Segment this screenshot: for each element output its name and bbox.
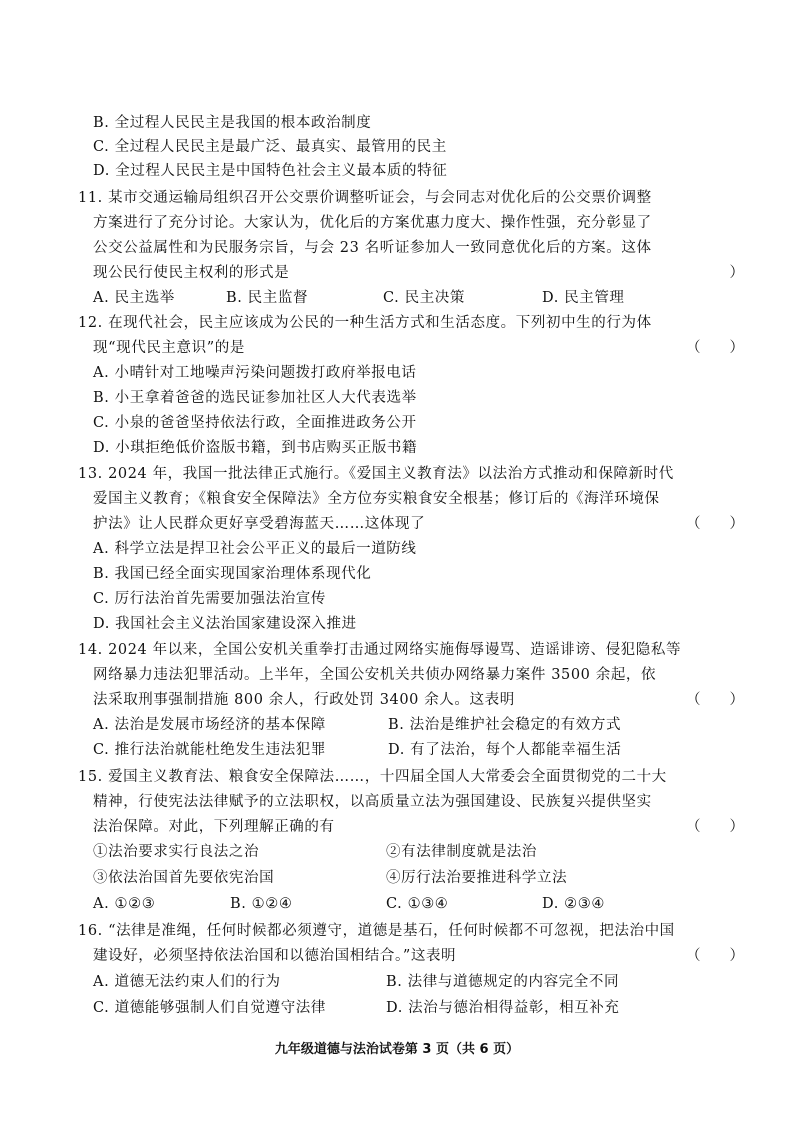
q13-stem-line-2: 爱国主义教育；《粮食安全保障法》全方位夯实粮食安全根基；修订后的《海洋环境保 [93,491,660,507]
q12-stem-line-2 [93,336,744,360]
q12-stem-line-1: 12. 在现代社会，民主应该成为公民的一种生活方式和生活态度。下列初中生的行为体 [78,315,652,331]
q16-options-row-1 [93,970,744,994]
q11-stem-line-3: 公交公益属性和为民服务宗旨，与会 23 名听证参加人一致同意优化后的方案。这体 [93,240,652,256]
q14-option-c: C. 推行法治就能杜绝发生违法犯罪 [93,742,326,758]
q15-stem-line-3 [93,815,744,839]
page-footer: 九年级道德与法治试卷第 3 页（共 6 页） [274,1042,520,1057]
q15-item-2: ②有法律制度就是法治 [386,844,537,860]
q16-option-b: B. 法律与道德规定的内容完全不同 [386,974,620,990]
q12-stem-text: 现“现代民主意识”的是 [93,340,245,356]
q15-item-4: ④厉行法治要推进科学立法 [386,870,568,886]
q16-stem-line-2 [93,944,744,968]
q16-stem-line-1: 16. “法律是准绳，任何时候都必须遵守，道德是基石，任何时候都不可忽视，把法治中国 [78,923,675,939]
q12-option-b: B. 小王拿着爸爸的选民证参加社区人大代表选举 [93,390,417,406]
q16-stem-text: 建设好，必须坚持依法治国和以德治国相结合。”这表明 [93,948,457,964]
q13-stem-line-3 [93,512,744,536]
q13-answer-paren: （ ） [686,516,744,532]
q11-option-b: B. 民主监督 [226,290,309,306]
q14-answer-paren: （ ） [686,692,744,708]
q15-option-c: C. ①③④ [386,896,449,912]
q15-option-b: B. ①②④ [230,896,293,912]
q15-stem-line-2: 精神，行使宪法法律赋予的立法职权，以高质量立法为强国建设、民族复兴提供坚实 [93,794,652,810]
q14-options-row-1 [93,713,744,737]
q11-option-c: C. 民主决策 [383,290,465,306]
q10-option-d: D. 全过程人民民主是中国特色社会主义最本质的特征 [93,163,448,179]
q15-item-3: ③依法治国首先要依宪治国 [93,870,275,886]
q15-option-d: D. ②③④ [542,896,605,912]
q14-option-d: D. 有了法治，每个人都能幸福生活 [388,742,622,758]
q12-option-d: D. 小琪拒绝低价盗版书籍，到书店购买正版书籍 [93,440,418,456]
q14-option-b: B. 法治是维护社会稳定的有效方式 [388,717,622,733]
q11-option-a: A. 民主选举 [93,290,175,306]
q11-stem-text: 现公民行使民主权利的形式是 [93,265,290,281]
q16-option-d: D. 法治与德治相得益彰，相互补充 [386,1000,620,1016]
q11-stem-line-2: 方案进行了充分讨论。大家认为，优化后的方案优惠力度大、操作性强，充分彰显了 [93,215,652,231]
q10-option-b: B. 全过程人民民主是我国的根本政治制度 [93,115,372,131]
q13-option-d: D. 我国社会主义法治国家建设深入推进 [93,616,357,632]
q13-stem-text: 护法》让人民群众更好享受碧海蓝天……这体现了 [93,516,426,532]
q13-option-c: C. 厉行法治首先需要加强法治宣传 [93,591,326,607]
q14-stem-line-2: 网络暴力违法犯罪活动。上半年，全国公安机关共侦办网络暴力案件 3500 余起，依 [93,667,657,683]
q14-stem-line-1: 14. 2024 年以来，全国公安机关重拳打击通过网络实施侮辱谩骂、造谣诽谤、侵犯隐私等 [78,642,682,658]
q10-option-c: C. 全过程人民民主是最广泛、最真实、最管用的民主 [93,139,447,155]
q16-answer-paren: （ ） [686,948,744,964]
q13-stem-line-1: 13. 2024 年，我国一批法律正式施行。《爱国主义教育法》以法治方式推动和保障新时代 [78,466,674,482]
q12-option-c: C. 小泉的爸爸坚持依法行政，全面推进政务公开 [93,415,417,431]
q15-items-row-1 [93,840,744,864]
q11-options [93,286,744,310]
q14-stem-line-3 [93,688,744,712]
q15-option-a: A. ①②③ [93,896,156,912]
q14-option-a: A. 法治是发展市场经济的基本保障 [93,717,326,733]
q16-options-row-2 [93,996,744,1020]
q14-options-row-2 [93,738,744,762]
q15-stem-line-1: 15. 爱国主义教育法、粮食安全保障法……，十四届全国人大常委会全面贯彻党的二十大 [78,769,667,785]
q11-stem-line-1: 11. 某市交通运输局组织召开公交票价调整听证会，与会同志对优化后的公交票价调整 [78,190,652,206]
q11-option-d: D. 民主管理 [542,290,625,306]
q15-answer-paren: （ ） [686,819,744,835]
q16-option-c: C. 道德能够强制人们自觉遵守法律 [93,1000,326,1016]
q12-option-a: A. 小晴针对工地噪声污染问题拨打政府举报电话 [93,365,417,381]
q14-stem-text: 法采取刑事强制措施 800 余人，行政处罚 3400 余人。这表明 [93,692,515,708]
q15-stem-text: 法治保障。对此，下列理解正确的有 [93,819,335,835]
q13-option-b: B. 我国已经全面实现国家治理体系现代化 [93,566,372,582]
q11-answer-paren: ） [729,265,744,281]
q16-option-a: A. 道德无法约束人们的行为 [93,974,281,990]
q15-item-1: ①法治要求实行良法之治 [93,844,260,860]
q15-items-row-2 [93,866,744,890]
q12-answer-paren: （ ） [686,340,744,356]
q11-stem-line-4 [93,261,744,285]
q15-options [93,892,744,916]
q13-option-a: A. 科学立法是捍卫社会公平正义的最后一道防线 [93,541,417,557]
